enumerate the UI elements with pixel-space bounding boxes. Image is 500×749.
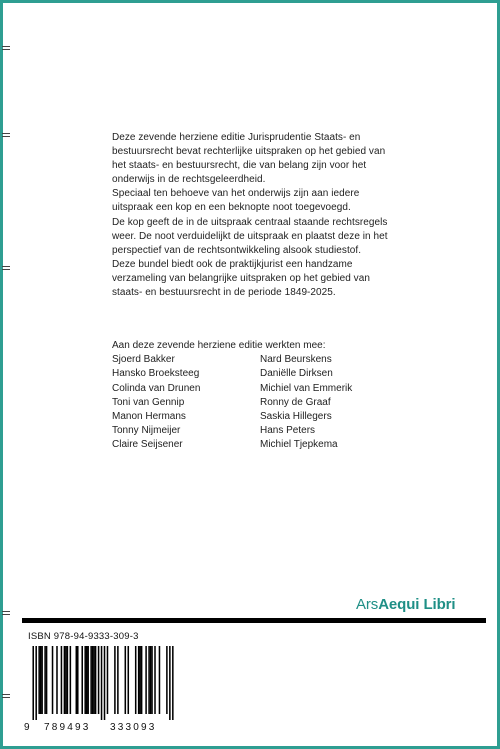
barcode-bar <box>52 646 54 714</box>
contributor-name: Hans Peters <box>260 425 316 437</box>
margin-mark <box>2 694 10 698</box>
barcode-bar <box>65 646 67 714</box>
barcode-bar <box>141 646 143 714</box>
barcode-bar <box>64 646 66 714</box>
blurb-line: uitspraak een kop en een beknopte noot toegevoegd. <box>112 202 351 214</box>
barcode-bar <box>145 646 147 714</box>
barcode-bar <box>104 646 106 720</box>
barcode-bar <box>92 646 94 714</box>
contributor-name: Nard Beurskens <box>260 354 332 366</box>
publisher-logo <box>356 596 455 613</box>
barcode-bar <box>35 646 37 720</box>
barcode-bar <box>150 646 152 714</box>
barcode-bar <box>56 646 58 714</box>
barcode-bar <box>117 646 119 714</box>
barcode-bar <box>40 646 42 714</box>
barcode-bar <box>135 646 137 714</box>
blurb-line: onderwijs in de rechtsgeleerdheid. <box>112 174 266 186</box>
barcode-bar <box>95 646 97 714</box>
contributor-name: Ronny de Graaf <box>260 396 331 408</box>
barcode-bar <box>76 646 78 714</box>
blurb-line: weer. De noot verduidelijkt de uitspraak en plaatst deze in het <box>112 230 388 242</box>
barcode <box>28 646 178 720</box>
blurb-line: perspectief van de rechtsontwikkeling alsook studiestof. <box>112 244 362 256</box>
barcode-bar <box>38 646 40 714</box>
barcode-bar <box>77 646 79 714</box>
contributor-name: Hansko Broeksteeg <box>112 368 200 380</box>
contributor-name: Manon Hermans <box>112 411 186 423</box>
barcode-bar <box>159 646 161 714</box>
contributor-name: Toni van Gennip <box>112 396 185 408</box>
barcode-bar <box>67 646 69 714</box>
blurb-line: Deze bundel biedt ook de praktijkjurist een handzame <box>112 258 353 270</box>
blurb-line: staats- en bestuursrecht in de periode 1849-2025. <box>112 287 336 299</box>
barcode-bar <box>154 646 156 714</box>
barcode-bar <box>107 646 109 714</box>
barcode-bar <box>128 646 130 714</box>
blurb-line: bestuursrecht bevat rechterlijke uitspraken op het gebied van <box>112 146 386 158</box>
divider-rule <box>22 618 486 623</box>
barcode-bar <box>46 646 48 714</box>
blurb-line: het staats- en bestuursrecht, die van belang zijn voor het <box>112 160 367 172</box>
contributor-name: Michiel van Emmerik <box>260 382 353 394</box>
blurb-text <box>112 131 402 300</box>
barcode-bar <box>151 646 153 714</box>
contributor-name: Michiel Tjepkema <box>260 439 338 451</box>
contributor-name: Colinda van Drunen <box>112 382 201 394</box>
barcode-bar <box>138 646 140 714</box>
contributor-name: Tonny Nijmeijer <box>112 425 181 437</box>
margin-mark <box>2 266 10 270</box>
barcode-bar <box>81 646 83 714</box>
barcode-bar <box>32 646 34 720</box>
isbn-text: ISBN 978-94-9333-309-3 <box>28 631 139 642</box>
logo-aequi-libri: Aequi Libri <box>378 596 456 613</box>
barcode-bar <box>148 646 150 714</box>
blurb-line: De kop geeft de in de uitspraak centraal staande rechtsregels <box>112 216 388 228</box>
barcode-digit-first: 9 <box>24 722 32 733</box>
barcode-bar <box>44 646 46 714</box>
blurb-line: verzameling van belangrijke uitspraken op het gebied van <box>112 272 370 284</box>
contributor-name: Saskia Hillegers <box>260 411 332 423</box>
contributor-name: Daniëlle Dirksen <box>260 368 333 380</box>
margin-mark <box>2 46 10 50</box>
barcode-bar <box>86 646 88 714</box>
barcode-bar <box>114 646 116 714</box>
logo-ars: Ars <box>356 596 379 613</box>
barcode-bar <box>101 646 103 720</box>
barcode-bar <box>125 646 127 714</box>
barcode-bar <box>87 646 89 714</box>
contributors-list <box>112 353 402 452</box>
barcode-bar <box>84 646 86 714</box>
barcode-bar <box>98 646 100 714</box>
barcode-bar <box>61 646 63 714</box>
barcode-bar <box>139 646 141 714</box>
blurb-line: Deze zevende herziene editie Jurisprudentie Staats- en <box>112 132 361 143</box>
blurb-line: Speciaal ten behoeve van het onderwijs zijn aan iedere <box>112 188 360 200</box>
contributors-section <box>112 339 402 453</box>
barcode-digits-left: 789493 <box>44 722 91 733</box>
contributors-intro: Aan deze zevende herziene editie werkten mee: <box>112 340 326 351</box>
barcode-bar <box>93 646 95 714</box>
barcode-digits-right: 333093 <box>110 722 157 733</box>
contributor-name: Sjoerd Bakker <box>112 354 175 366</box>
barcode-bar <box>70 646 72 714</box>
margin-mark <box>2 611 10 615</box>
barcode-bar <box>172 646 174 720</box>
barcode-bar <box>166 646 168 714</box>
margin-mark <box>2 133 10 137</box>
contributor-name: Claire Seijsener <box>112 439 183 451</box>
barcode-bar <box>90 646 92 714</box>
barcode-bar <box>169 646 171 720</box>
barcode-bar <box>41 646 43 714</box>
